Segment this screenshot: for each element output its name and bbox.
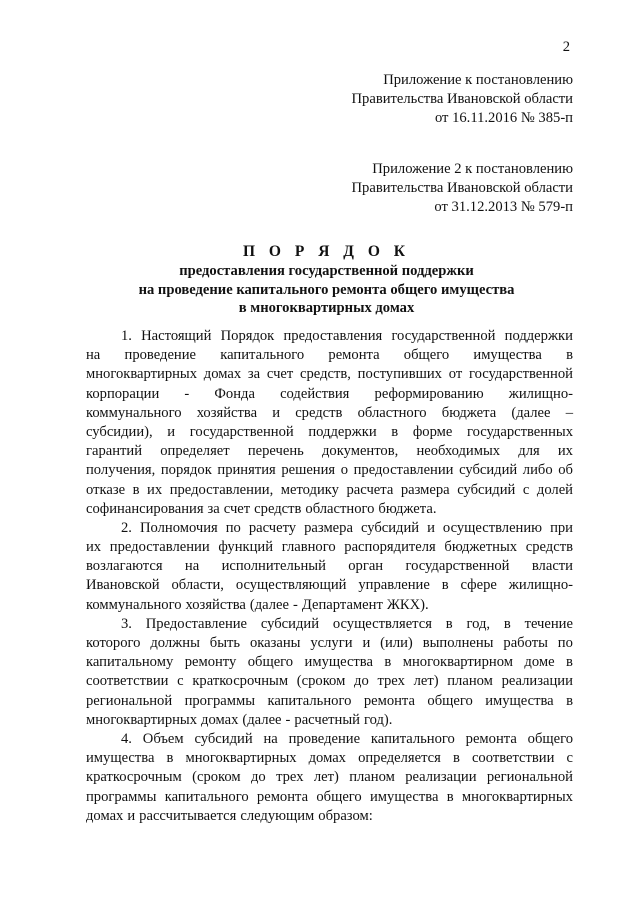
appendix-line: Правительства Ивановской области [351,91,573,108]
subtitle-line: предоставления государственной поддержки [179,263,474,279]
text-line: их предоставлении функций главного распорядителя бюджетных средств [86,539,573,556]
text-line: которого должны быть оказаны услуги и (или) выполнены работы по [86,635,573,651]
paragraph [86,519,573,615]
page-number: 2 [562,39,570,55]
document-subtitle [80,262,573,318]
appendix-line: Приложение 2 к постановлению [372,161,573,177]
text-line: многоквартирных домах (далее - расчетный год). [86,711,393,728]
text-line: 2. Полномочия по расчету размера субсидий и осуществлению при [121,519,573,536]
subtitle-line: в многоквартирных домах [238,300,415,317]
text-line: 4. Объем субсидий на проведение капитального ремонта общего [121,730,573,747]
subtitle-line: на проведение капитального ремонта общего имущества [138,281,515,298]
text-line: возлагаются на исполнительный орган государственной власти [86,558,573,575]
appendix-line: Приложение к постановлению [383,72,573,88]
text-line: коммунального хозяйства (далее - Департамент ЖКХ). [86,596,429,613]
text-line: многоквартирных домах за счет средств, поступивших от государственной [86,366,573,383]
appendix-reference-original [352,160,573,218]
text-line: получения, порядок принятия решения о предоставлении субсидий либо об [86,462,573,479]
text-line: софинансирования за счет средств областного бюджета. [86,500,437,517]
document-body [86,327,573,826]
text-line: капитальному ремонту общего имущества в многоквартирном доме в [86,654,573,671]
text-line: региональной программы капитального ремонта общего имущества в [86,692,573,709]
text-line: отказе в их предоставлении, методику расчета размера субсидий с долей [86,481,573,498]
text-line: коммунального хозяйства и средств областного бюджета (далее – [86,404,573,421]
text-line: имущества в многоквартирных домах определяется в соответствии с [86,750,573,767]
text-line: соответствии с краткосрочным (сроком до трех лет) планом реализации [86,673,573,690]
appendix-line: от 16.11.2016 № 385-п [434,110,573,127]
text-line: на проведение капитального ремонта общего имущества в [86,347,573,364]
text-line: субсидии), и государственной поддержки в форме государственных [86,423,573,440]
text-line: программы капитального ремонта общего имущества в многоквартирных [86,788,573,805]
text-line: корпорации - Фонда содействия реформированию жилищно- [86,385,573,402]
appendix-line: Правительства Ивановской области [351,180,573,197]
appendix-reference-current [352,71,573,129]
appendix-line: от 31.12.2013 № 579-п [434,199,573,216]
paragraph [86,615,573,730]
document-title: П О Р Я Д О К [243,243,410,260]
text-line: домах и рассчитывается следующим образом: [86,807,373,824]
text-line: 1. Настоящий Порядок предоставления государственной поддержки [121,328,573,344]
document-heading [80,242,573,318]
paragraph [86,327,573,519]
paragraph [86,730,573,826]
text-line: краткосрочным (сроком до трех лет) планом реализации региональной [86,769,573,786]
text-line: Ивановской области, осуществляющий управление в сфере жилищно- [86,577,573,594]
text-line: гарантий определяет перечень документов, необходимых для их [86,443,573,460]
text-line: 3. Предоставление субсидий осуществляется в год, в течение [121,615,573,632]
